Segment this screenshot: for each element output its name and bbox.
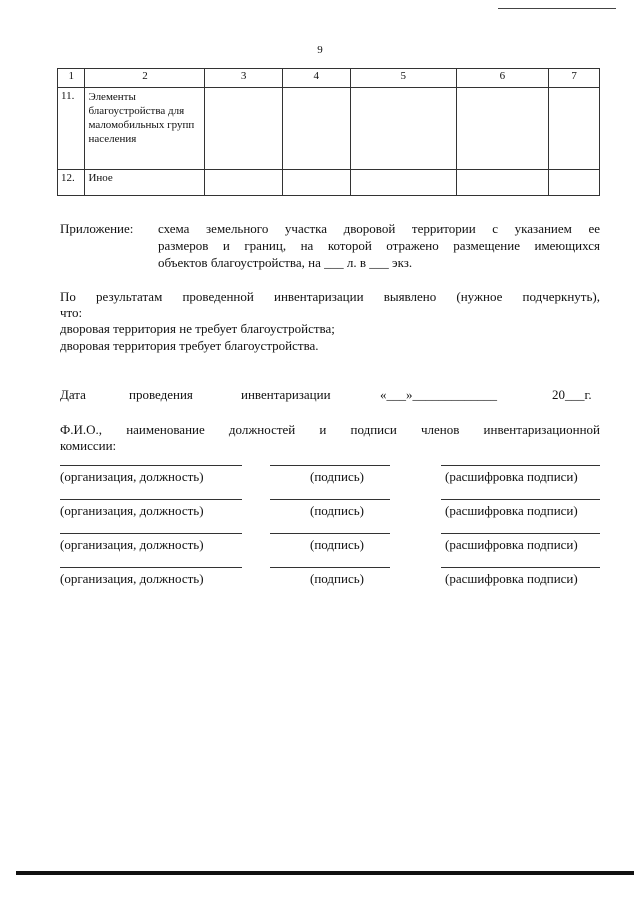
date-word: Дата xyxy=(60,387,86,402)
decode-caption: (расшифровка подписи) xyxy=(445,469,578,484)
table-cell xyxy=(549,170,600,196)
results-line-3: дворовая территория не требует благоустройства; xyxy=(60,321,335,336)
top-rule xyxy=(498,8,616,9)
table-cell xyxy=(549,88,600,170)
table-row xyxy=(58,88,600,170)
results-line-1: По результатам проведенной инвентаризации выявлено (нужное подчеркнуть), xyxy=(60,289,600,304)
decode-caption: (расшифровка подписи) xyxy=(445,537,578,552)
signature-row xyxy=(60,499,600,527)
table-cell xyxy=(456,170,549,196)
table-header-row xyxy=(58,69,600,88)
appendix-label: Приложение: xyxy=(60,221,134,236)
signature-caption: (подпись) xyxy=(310,503,364,518)
date-word: проведения xyxy=(129,387,193,402)
row-number: 12. xyxy=(58,170,85,196)
org-position-caption: (организация, должность) xyxy=(60,469,204,484)
signature-caption: (подпись) xyxy=(310,537,364,552)
table-cell xyxy=(350,170,456,196)
table-cell xyxy=(350,88,456,170)
signature-caption: (подпись) xyxy=(310,571,364,586)
table-cell xyxy=(456,88,549,170)
date-word: инвентаризации xyxy=(241,387,331,402)
org-position-caption: (организация, должность) xyxy=(60,571,204,586)
table-header-cell: 2 xyxy=(85,69,205,88)
date-year-blank: 20___г. xyxy=(552,387,592,402)
signature-row xyxy=(60,533,600,561)
inventory-table xyxy=(57,68,600,196)
appendix-line-3: объектов благоустройства, на ___ л. в ___ экз. xyxy=(158,255,413,270)
org-position-caption: (организация, должность) xyxy=(60,503,204,518)
table-cell xyxy=(205,88,282,170)
page-number: 9 xyxy=(317,44,323,56)
table-cell xyxy=(282,88,350,170)
signature-row xyxy=(60,465,600,493)
table-header-cell: 6 xyxy=(456,69,549,88)
table-header-cell: 4 xyxy=(282,69,350,88)
org-position-caption: (организация, должность) xyxy=(60,537,204,552)
fio-line-1: Ф.И.О., наименование должностей и подписи членов инвентаризационной xyxy=(60,422,600,437)
table-header-cell: 3 xyxy=(205,69,282,88)
decode-caption: (расшифровка подписи) xyxy=(445,503,578,518)
decode-caption: (расшифровка подписи) xyxy=(445,571,578,586)
table-header-cell: 5 xyxy=(350,69,456,88)
date-day-month-blank: «___»_____________ xyxy=(380,387,497,402)
results-line-2: что: xyxy=(60,305,83,320)
bottom-scan-bar xyxy=(16,871,634,875)
table-cell xyxy=(282,170,350,196)
signature-caption: (подпись) xyxy=(310,469,364,484)
table-cell xyxy=(205,170,282,196)
table-row xyxy=(58,170,600,196)
table-header-cell: 7 xyxy=(549,69,600,88)
signature-row xyxy=(60,567,600,595)
table-header-cell: 1 xyxy=(58,69,85,88)
row-number: 11. xyxy=(58,88,85,170)
fio-line-2: комиссии: xyxy=(60,438,117,453)
appendix-line-2: размеров и границ, на которой отражено размещение имеющихся xyxy=(158,238,600,253)
row-name: Элементы благоустройства для маломобильных групп населения xyxy=(85,88,205,170)
row-name: Иное xyxy=(85,170,205,196)
appendix-line-1: схема земельного участка дворовой территории с указанием ее xyxy=(158,221,600,236)
results-line-4: дворовая территория требует благоустройства. xyxy=(60,338,319,353)
